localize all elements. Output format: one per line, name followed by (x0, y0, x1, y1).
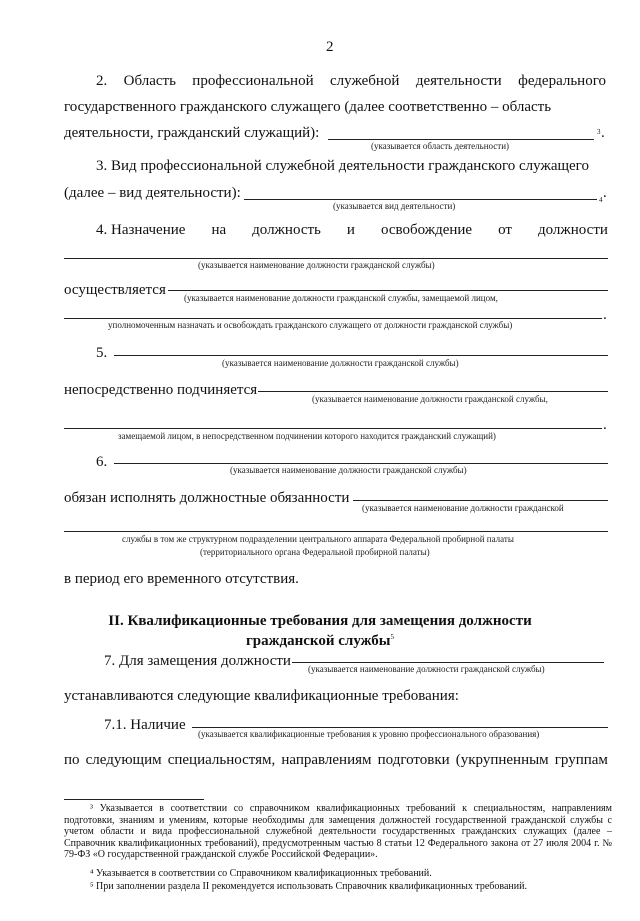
p6-fill-line-3 (64, 531, 608, 532)
p4-line1: 4. Назначение на должность и освобождение от должности (96, 222, 608, 238)
p3-dot: . (603, 185, 607, 201)
p2-dot: . (601, 125, 605, 141)
p3-fill-line (244, 199, 597, 200)
p2-hint: (указывается область деятельности) (371, 141, 510, 151)
p6-end-line: в период его временного отсутствия. (64, 571, 299, 587)
p4-fill-line-1 (64, 258, 608, 259)
p5-subordinate-label: непосредственно подчиняется (64, 382, 258, 398)
p6-hint3: службы в том же структурном подразделении центрального аппарата Федеральной пробирной палаты (122, 534, 514, 544)
footnote-5: ⁵ При заполнении раздела II рекомендуется использовать Справочник квалификационных требований. (90, 881, 527, 892)
p3-line2: (далее – вид деятельности): (64, 185, 241, 201)
p5-number: 5. (96, 345, 108, 361)
p6-fill-line-1 (114, 463, 608, 464)
p2-line1: 2. Область профессиональной служебной деятельности федерального (96, 73, 606, 89)
p6-hint1: (указывается наименование должности гражданской службы) (230, 465, 467, 475)
footnote-separator (64, 799, 204, 800)
p4-fill-line-2 (168, 290, 608, 291)
p4-hint2: (указывается наименование должности гражданской службы, замещаемой лицом, (184, 293, 498, 303)
p4-hint3: уполномоченным назначать и освобождать гражданского служащего от должности гражданской службы) (108, 320, 513, 330)
p3-hint: (указывается вид деятельности) (333, 201, 456, 211)
footnote-4: ⁴ Указывается в соответствии со Справочником квалификационных требований. (90, 868, 432, 879)
section-footnote-ref: 5 (390, 633, 395, 641)
footnote-3: ³ Указывается в соответствии со справочником квалификационных требований к специальностям, направлениям подготовки, знаниям и умениям, которые необходимы для замещения должностей государственной гражданской службы с учетом области и вида профессиональной служебной деятельности государственных гражданских служащих (далее – Справочник квалификационных требований), предусмотренным частью 8 статьи 12 Федерального закона от 27 июля 2004 г. № 79-ФЗ «О государственной гражданской службе Российской Федерации». (64, 803, 612, 860)
p71-line2: по следующим специальностям, направлениям подготовки (укрупненным группам (64, 752, 608, 768)
p4-hint1: (указывается наименование должности гражданской службы) (198, 260, 435, 270)
p4-dot: . (603, 307, 607, 323)
p5-fill-line-3 (64, 428, 602, 429)
p7-line1: 7. Для замещения должности (104, 653, 291, 669)
p6-duty-label: обязан исполнять должностные обязанности (64, 490, 350, 506)
p2-footnote-ref: 3 (597, 128, 601, 136)
p6-hint4: (территориального органа Федеральной пробирной палаты) (200, 547, 430, 557)
p7-fill-line (292, 662, 604, 663)
p71-line1: 7.1. Наличие (104, 717, 186, 733)
p5-dot: . (603, 417, 607, 433)
p5-hint2: (указывается наименование должности гражданской службы, (312, 394, 548, 404)
p71-hint: (указывается квалификационные требования к уровню профессионального образования) (198, 729, 540, 739)
p6-number: 6. (96, 454, 108, 470)
p71-fill-line (192, 727, 608, 728)
p5-hint3: замещаемой лицом, в непосредственном подчинении которого находится гражданский служащий) (118, 431, 496, 441)
p2-line2: государственного гражданского служащего (далее соответственно – область (64, 99, 552, 115)
p4-fill-line-3 (64, 318, 602, 319)
p2-line3: деятельности, гражданский служащий): (64, 125, 320, 141)
page-number: 2 (326, 39, 334, 55)
p5-fill-line-1 (114, 355, 608, 356)
p2-fill-line (328, 139, 594, 140)
p7-line2: устанавливаются следующие квалификационные требования: (64, 688, 459, 704)
p3-line1: 3. Вид профессиональной служебной деятельности гражданского служащего (96, 158, 589, 174)
p4-exec-label: осуществляется (64, 282, 166, 298)
p3-footnote-ref: 4 (599, 196, 603, 204)
section-title-line2: гражданской службы$^5$ (245, 633, 395, 649)
p7-hint: (указывается наименование должности гражданской службы) (308, 664, 545, 674)
section-title-line1: II. Квалификационные требования для замещения должности (108, 613, 532, 629)
p5-fill-line-2 (258, 391, 608, 392)
p6-hint2: (указывается наименование должности гражданской (362, 503, 564, 513)
p5-hint1: (указывается наименование должности гражданской службы) (222, 358, 459, 368)
p6-fill-line-2 (353, 500, 608, 501)
